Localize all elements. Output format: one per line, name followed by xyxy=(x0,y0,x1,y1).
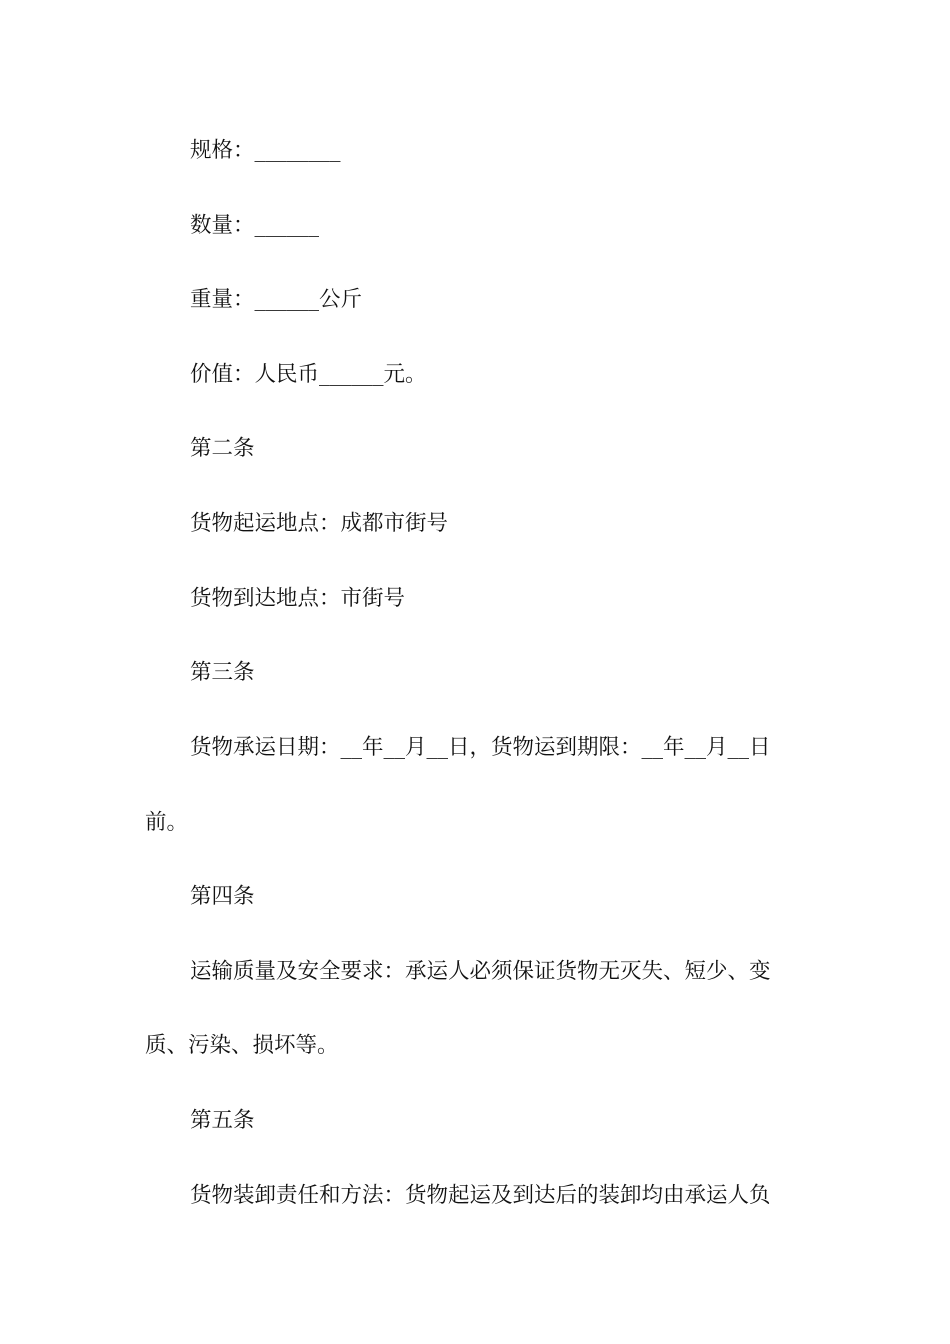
spec-line: 规格：________ xyxy=(190,138,341,163)
article-4-heading: 第四条 xyxy=(190,884,255,909)
origin-line: 货物起运地点：成都市街号 xyxy=(190,511,449,536)
quality-line-continued: 质、污染、损坏等。 xyxy=(145,1033,339,1058)
weight-line: 重量：______公斤 xyxy=(190,287,363,312)
article-2-heading: 第二条 xyxy=(190,436,255,461)
loading-line: 货物装卸责任和方法：货物起运及到达后的装卸均由承运人负 xyxy=(190,1183,771,1208)
article-5-heading: 第五条 xyxy=(190,1108,255,1133)
article-3-heading: 第三条 xyxy=(190,660,255,685)
dates-line-continued: 前。 xyxy=(145,810,189,835)
quality-line: 运输质量及安全要求：承运人必须保证货物无灭失、短少、变 xyxy=(190,959,771,984)
quantity-line: 数量：______ xyxy=(190,213,320,238)
destination-line: 货物到达地点：市街号 xyxy=(190,586,406,611)
dates-line: 货物承运日期：__年__月__日，货物运到期限：__年__月__日 xyxy=(190,735,771,760)
value-line: 价值：人民币______元。 xyxy=(190,362,427,387)
